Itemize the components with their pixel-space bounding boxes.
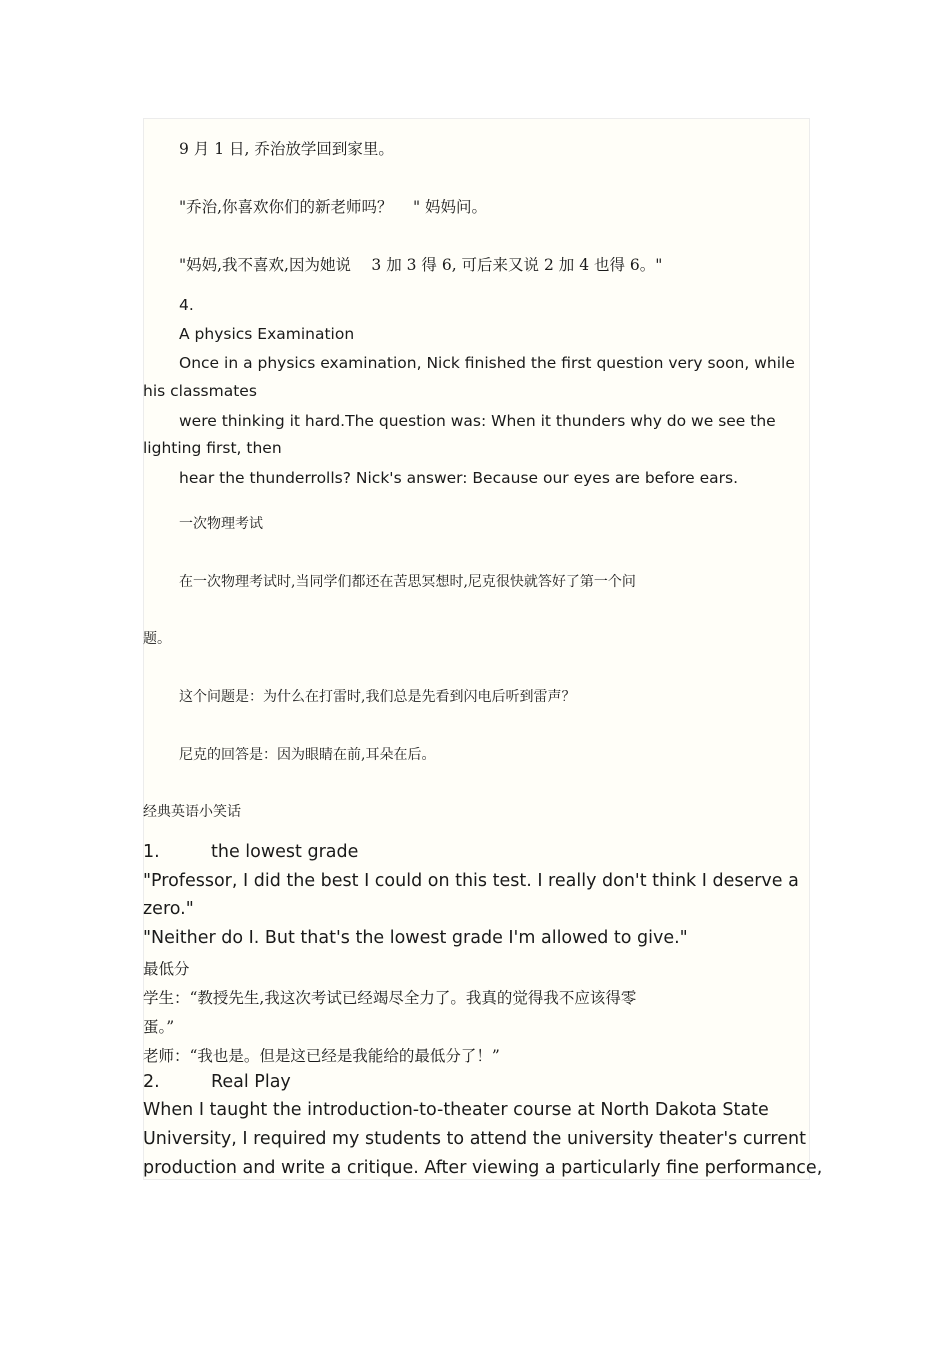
joke-en-line: hear the thunderrolls? Nick's answer: Because our eyes are before ears. — [179, 469, 739, 487]
story-cn-line-3: "妈妈,我不喜欢,因为她说 3 加 3 得 6, 可后来又说 2 加 4 也得 6。" — [179, 256, 663, 274]
item-text-line: production and write a critique. After viewing a particularly fine performance, — [143, 1158, 823, 1178]
item-cn-line: 学生：“教授先生,我这次考试已经竭尽全力了。我真的觉得我不应该得零 — [143, 989, 637, 1007]
story-cn-line-2: "乔治,你喜欢你们的新老师吗？ " 妈妈问。 — [179, 198, 488, 216]
item-en-line: "Professor, I did the best I could on this test. I really don't think I deserve a — [143, 871, 799, 891]
item-number: 1. — [143, 842, 160, 862]
item-heading — [143, 842, 358, 862]
item-heading — [143, 1072, 291, 1092]
joke-cn-line: 题。 — [143, 631, 171, 647]
joke-en-line: were thinking it hard.The question was: When it thunders why do we see the — [179, 412, 776, 430]
section-title: 经典英语小笑话 — [143, 804, 241, 820]
joke-cn-line: 这个问题是：为什么在打雷时,我们总是先看到闪电后听到雷声？ — [179, 689, 576, 705]
item-cn-line: 老师：“我也是。但是这已经是我能给的最低分了！” — [143, 1047, 500, 1065]
item-title: the lowest grade — [211, 842, 359, 862]
joke-cn-line: 在一次物理考试时,当同学们都还在苦思冥想时,尼克很快就答好了第一个问 — [179, 574, 636, 590]
joke-title: A physics Examination — [179, 325, 355, 343]
joke-en-line: lighting first, then — [143, 439, 282, 457]
item-text-line: University, I required my students to attend the university theater's current — [143, 1129, 806, 1149]
item-title: Real Play — [211, 1072, 291, 1092]
item-text-line: When I taught the introduction-to-theater course at North Dakota State — [143, 1100, 769, 1120]
item-cn-title: 最低分 — [143, 960, 190, 978]
item-number: 2. — [143, 1072, 160, 1092]
item-en-line: zero." — [143, 899, 194, 919]
joke-number: 4. — [179, 296, 194, 314]
story-cn-line-1: 9 月 1 日, 乔治放学回到家里。 — [179, 140, 394, 158]
item-en-line: "Neither do I. But that's the lowest grade I'm allowed to give." — [143, 928, 688, 948]
item-cn-line: 蛋。” — [143, 1018, 175, 1036]
content-panel — [143, 118, 810, 1180]
joke-cn-title: 一次物理考试 — [179, 516, 263, 532]
joke-en-line: Once in a physics examination, Nick finished the first question very soon, while — [179, 354, 795, 372]
joke-en-line: his classmates — [143, 382, 257, 400]
joke-cn-line: 尼克的回答是：因为眼睛在前,耳朵在后。 — [179, 747, 436, 763]
